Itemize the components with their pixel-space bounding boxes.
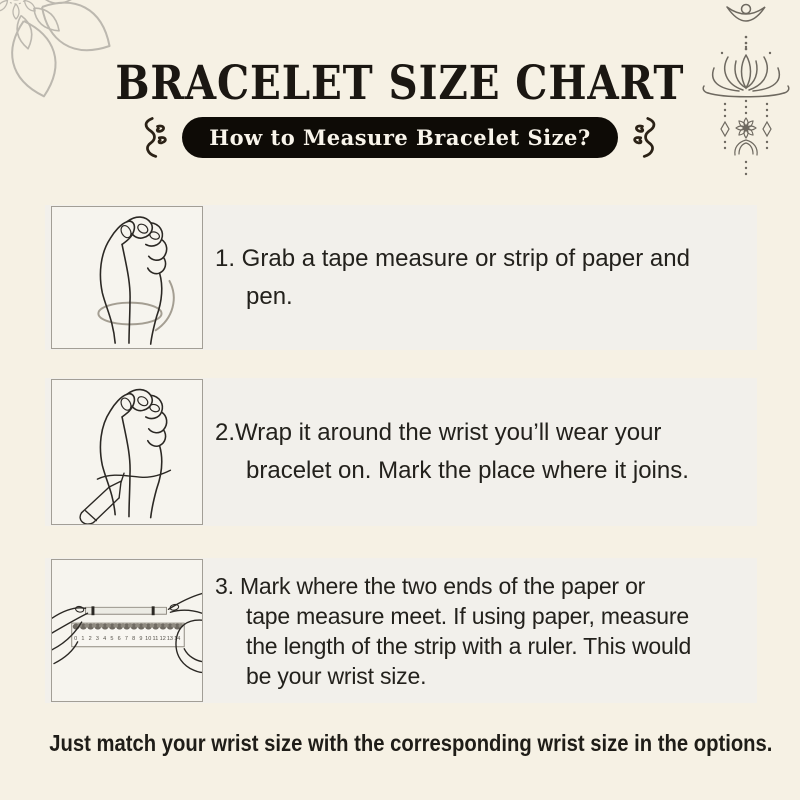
step-2-text	[215, 378, 749, 526]
footer-note: Just match your wrist size with the corresponding wrist size in the options.	[49, 730, 773, 756]
step-line: be your wrist size.	[246, 662, 427, 689]
ruler-number: 5	[110, 635, 114, 642]
step-line: 1. Grab a tape measure or strip of paper and	[215, 244, 690, 272]
step-3-illustration-box	[51, 559, 203, 702]
hand-with-pen-illustration-icon	[52, 380, 202, 524]
ruler-number: 8	[132, 635, 136, 642]
ruler-number: 14	[174, 635, 181, 642]
step-row-3	[45, 558, 757, 703]
page-title: BRACELET SIZE CHART	[115, 56, 685, 111]
step-line: 2.Wrap it around the wrist you’ll wear your	[215, 419, 662, 446]
step-row-2	[45, 378, 757, 526]
flourish-right-icon	[631, 114, 661, 160]
ruler-number: 3	[95, 635, 99, 642]
ruler-number: 4	[103, 635, 107, 642]
step-1-text	[215, 205, 749, 350]
ruler-number: 7	[124, 635, 128, 642]
step-line: bracelet on. Mark the place where it joins.	[246, 457, 689, 484]
badge-label: How to Measure Bracelet Size?	[209, 124, 591, 150]
ruler-number: 11	[152, 635, 159, 642]
step-3-text	[215, 558, 749, 703]
step-1-illustration-box	[51, 206, 203, 349]
ruler-number: 2	[88, 635, 92, 642]
hand-with-tape-illustration-icon	[52, 207, 202, 348]
how-to-measure-badge	[182, 117, 617, 158]
flourish-left-icon	[139, 114, 169, 160]
ruler-number: 1	[81, 635, 85, 642]
step-row-1	[45, 205, 757, 350]
ruler-number: 13	[166, 635, 173, 642]
footer-note-wrap	[0, 730, 800, 757]
step-line: 3. Mark where the two ends of the paper or	[215, 572, 646, 599]
ruler-number: 6	[117, 635, 121, 642]
step-line: pen.	[246, 282, 293, 310]
ruler-number: 10	[145, 635, 152, 642]
ruler-number: 12	[159, 635, 166, 642]
step-line: tape measure meet. If using paper, measure	[246, 602, 689, 629]
ruler-measurement-illustration-icon	[52, 560, 202, 701]
step-line: the length of the strip with a ruler. This would	[246, 632, 692, 659]
ruler-number: 0	[74, 635, 78, 642]
step-2-illustration-box	[51, 379, 203, 525]
ruler-number: 9	[139, 635, 143, 642]
subtitle-badge-row	[0, 114, 800, 160]
